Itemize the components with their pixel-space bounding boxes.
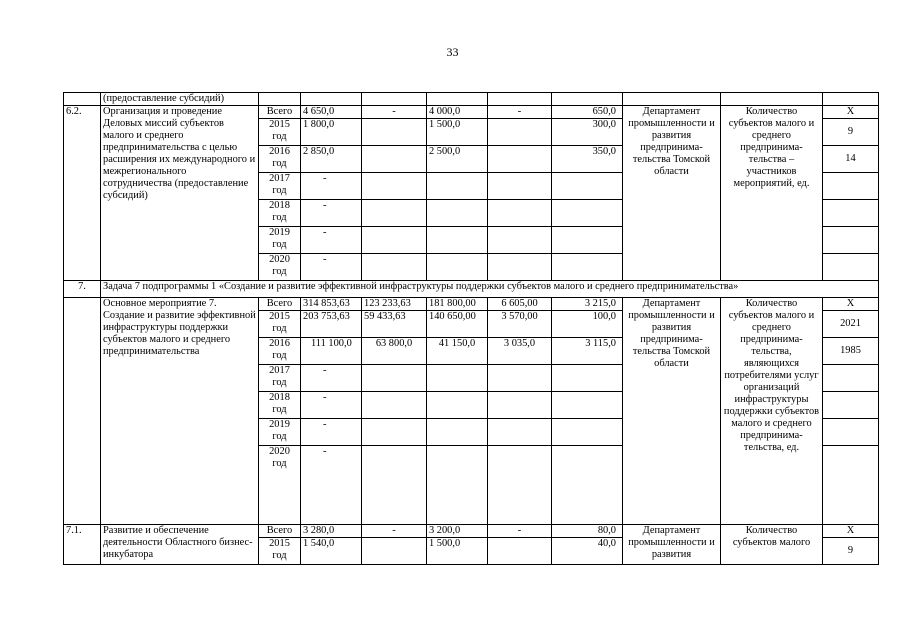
cell-other: 350,0 — [552, 146, 623, 173]
cell-other: 100,0 — [552, 311, 623, 338]
cell-fed: 123 233,63 — [362, 298, 427, 311]
cell-total: - — [301, 446, 362, 525]
cell-period: 2016 год — [259, 146, 301, 173]
cell-period: 2020 год — [259, 254, 301, 281]
cell-reg: 4 000,0 — [427, 106, 488, 119]
cell-total: 314 853,63 — [301, 298, 362, 311]
cell-value: Х — [823, 525, 879, 538]
table-row — [64, 93, 879, 106]
cell-num: 7.1. — [64, 525, 101, 565]
cell-reg: 41 150,0 — [427, 338, 488, 365]
cell-name: Основное мероприятие 7. Создание и развитие эффективной инфраструктуры поддержки субъектов малого и среднего предпринимательства — [101, 298, 259, 525]
cell-period: 2017 год — [259, 365, 301, 392]
cell-loc: - — [488, 106, 552, 119]
cell-value: Х — [823, 298, 879, 311]
cell-total: 4 650,0 — [301, 106, 362, 119]
cell-total: - — [301, 419, 362, 446]
cell-reg: 181 800,00 — [427, 298, 488, 311]
cell-other: 3 215,0 — [552, 298, 623, 311]
cell-loc: 6 605,00 — [488, 298, 552, 311]
cell-reg: 140 650,00 — [427, 311, 488, 338]
table-row — [64, 281, 879, 298]
cell-total: - — [301, 392, 362, 419]
cell-name: (предоставление субсидий) — [101, 93, 259, 106]
cell-value: 9 — [823, 538, 879, 565]
cell-value: 14 — [823, 146, 879, 173]
cell-fed: - — [362, 525, 427, 538]
table-row — [64, 106, 879, 119]
cell-total: - — [301, 173, 362, 200]
cell-name: Организация и проведение Деловых миссий субъектов малого и среднего предпринимательства с целью расширения их международного и межрегионального сотрудничества (предоставление субсидий) — [101, 106, 259, 281]
cell-other: 650,0 — [552, 106, 623, 119]
cell-period: Всего — [259, 298, 301, 311]
cell-num: 6.2. — [64, 106, 101, 281]
cell-value: 9 — [823, 119, 879, 146]
cell-period: 2018 год — [259, 392, 301, 419]
cell-dept: Департамент промышленности и развития предпринима-тельства Томской области — [623, 298, 721, 525]
cell-reg: 1 500,0 — [427, 119, 488, 146]
cell-period: 2016 год — [259, 338, 301, 365]
cell-other: 80,0 — [552, 525, 623, 538]
cell-period: 2017 год — [259, 173, 301, 200]
cell-num: 7. — [64, 281, 101, 298]
page-number: 33 — [446, 45, 459, 59]
cell-fed: - — [362, 106, 427, 119]
cell-period: 2015 год — [259, 311, 301, 338]
cell-other: 3 115,0 — [552, 338, 623, 365]
cell-name: Развитие и обеспечение деятельности Областного бизнес-инкубатора — [101, 525, 259, 565]
cell-fed: 59 433,63 — [362, 311, 427, 338]
cell-other: 300,0 — [552, 119, 623, 146]
cell-period: 2018 год — [259, 200, 301, 227]
cell-total: - — [301, 254, 362, 281]
cell-total: - — [301, 365, 362, 392]
cell-reg: 1 500,0 — [427, 538, 488, 565]
cell-total: 203 753,63 — [301, 311, 362, 338]
task-heading: Задача 7 подпрограммы 1 «Создание и развитие эффективной инфраструктуры поддержки субъектов малого и среднего предпринимательства» — [101, 281, 879, 298]
cell-loc: 3 570,00 — [488, 311, 552, 338]
cell-value: Х — [823, 106, 879, 119]
cell-reg: 2 500,0 — [427, 146, 488, 173]
table-row — [64, 298, 879, 311]
cell-reg: 3 200,0 — [427, 525, 488, 538]
cell-indicator: Количество субъектов малого и среднего предпринима-тельства – участников мероприятий, ед. — [721, 106, 823, 281]
table-row — [64, 525, 879, 538]
cell-total: 2 850,0 — [301, 146, 362, 173]
cell-dept: Департамент промышленности и развития — [623, 525, 721, 565]
cell-total: 1 540,0 — [301, 538, 362, 565]
cell-total: - — [301, 227, 362, 254]
cell-total: 1 800,0 — [301, 119, 362, 146]
cell-indicator: Количество субъектов малого — [721, 525, 823, 565]
cell-total: 3 280,0 — [301, 525, 362, 538]
cell-period: Всего — [259, 525, 301, 538]
cell-total: 111 100,0 — [301, 338, 362, 365]
cell-period: 2015 год — [259, 538, 301, 565]
cell-period: 2015 год — [259, 119, 301, 146]
cell-period: Всего — [259, 106, 301, 119]
cell-other: 40,0 — [552, 538, 623, 565]
cell-period: 2020 год — [259, 446, 301, 525]
cell-loc: - — [488, 525, 552, 538]
cell-indicator: Количество субъектов малого и среднего предпринима-тельства, являющихся потребителями услуг организаций инфраструктуры поддержки субъектов малого и среднего предпринима-тельства, ед. — [721, 298, 823, 525]
cell-total: - — [301, 200, 362, 227]
cell-dept: Департамент промышленности и развития предпринима-тельства Томской области — [623, 106, 721, 281]
cell-loc: 3 035,0 — [488, 338, 552, 365]
cell-value: 2021 — [823, 311, 879, 338]
cell-fed: 63 800,0 — [362, 338, 427, 365]
cell-value: 1985 — [823, 338, 879, 365]
cell-period: 2019 год — [259, 419, 301, 446]
cell-period: 2019 год — [259, 227, 301, 254]
program-table — [63, 92, 879, 565]
